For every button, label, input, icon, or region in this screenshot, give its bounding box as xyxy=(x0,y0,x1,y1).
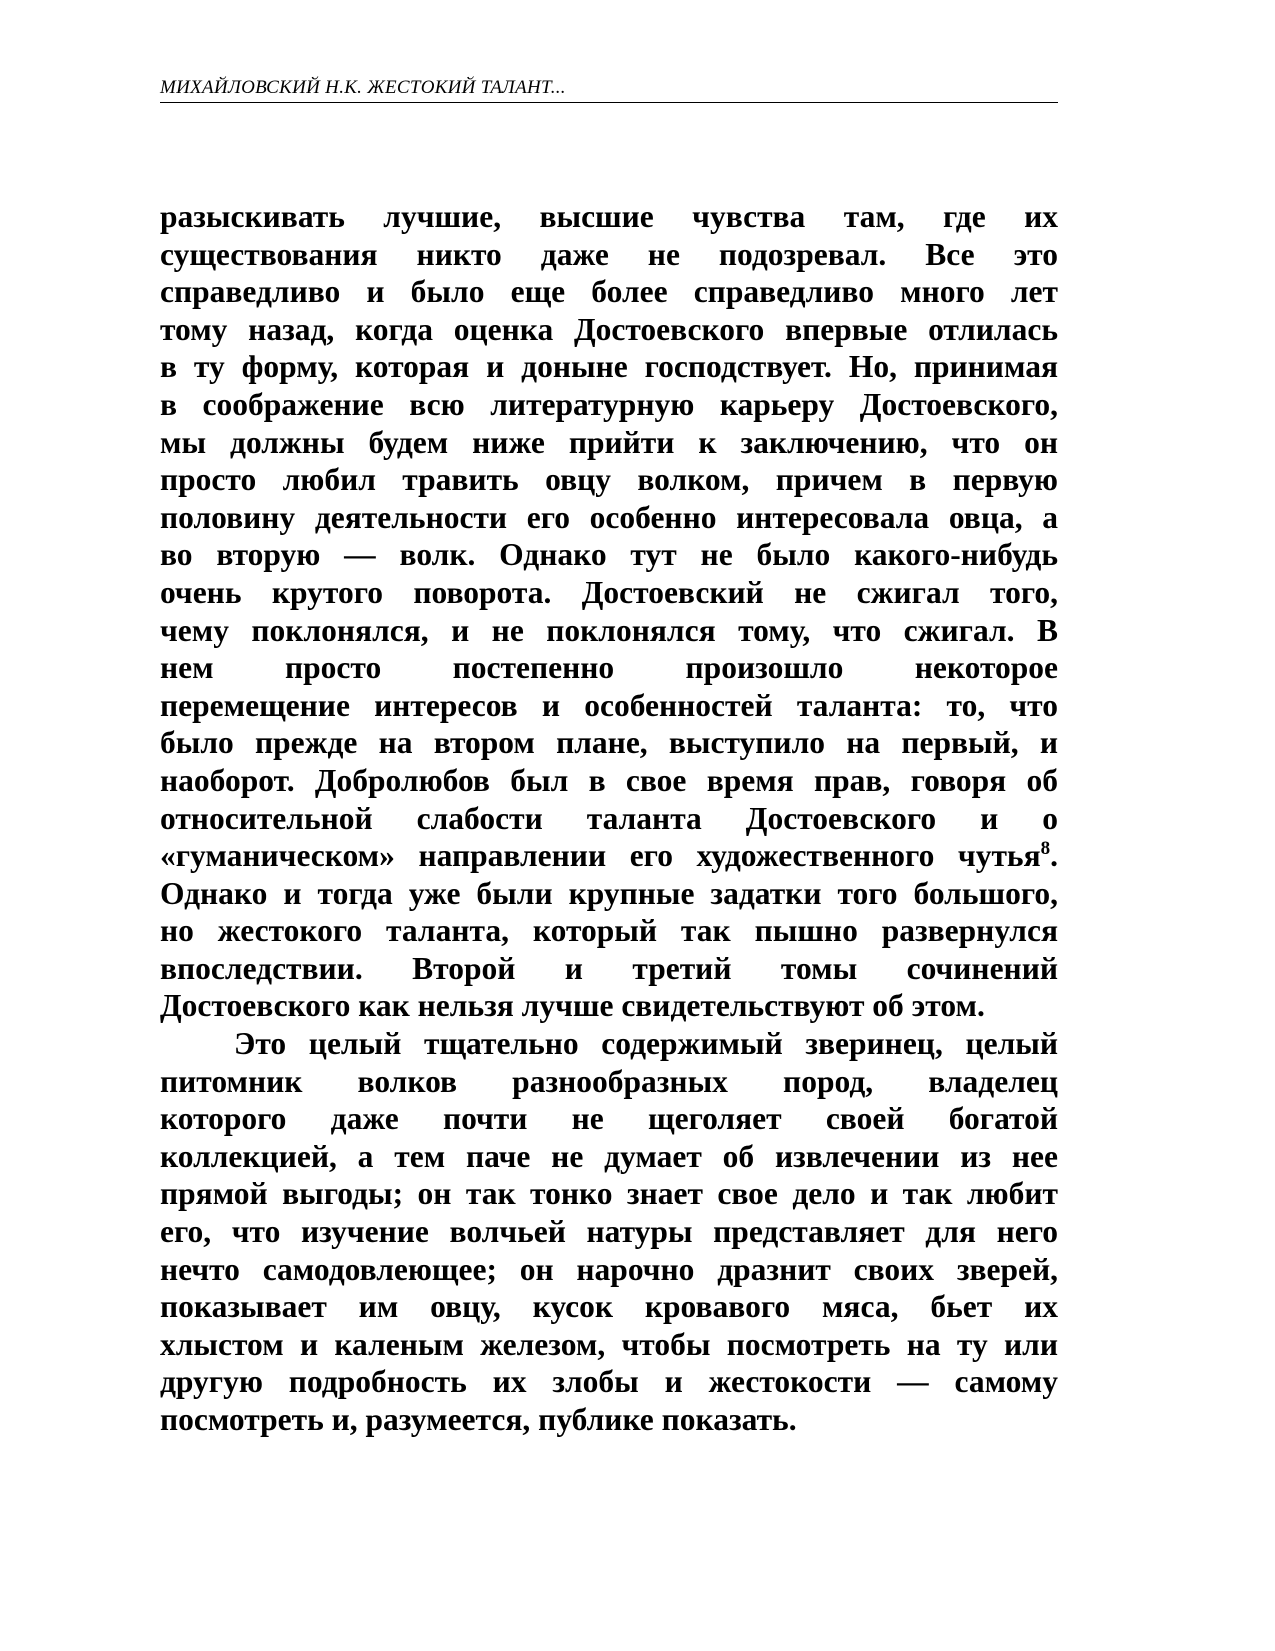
text-line: в соображение всю литературную карьеру Достоевского, xyxy=(160,386,1058,422)
text-line: разыскивать лучшие, высшие чувства там, где их xyxy=(160,199,1058,234)
text-line: мы должны будем ниже прийти к заключению, что он xyxy=(160,424,1058,460)
text-line: коллекцией, а тем паче не думает об извлечении из нее xyxy=(160,1138,1058,1174)
text-line: просто любил травить овцу волком, причем в первую xyxy=(160,462,1058,498)
text-line: наоборот. Добролюбов был в свое время прав, говоря об xyxy=(160,762,1058,798)
text-line: в ту форму, которая и доныне господствует. Но, принимая xyxy=(160,349,1058,385)
text-line-with-footnote xyxy=(160,837,1058,875)
text-line: показывает им овцу, кусок кровавого мяса, бьет их xyxy=(160,1289,1058,1325)
text-line: очень крутого поворота. Достоевский не сжигал того, xyxy=(160,574,1058,610)
text-line: но жестокого таланта, который так пышно развернулся xyxy=(160,913,1058,949)
main-text xyxy=(160,198,1058,1439)
paragraph-first-line: Это целый тщательно содержимый зверинец, целый xyxy=(234,1026,1058,1062)
footnote-line-period: . xyxy=(1050,838,1058,874)
text-line: относительной слабости таланта Достоевского и о xyxy=(160,800,1058,836)
text-line: существования никто даже не подозревал. Все это xyxy=(160,236,1058,272)
text-line: хлыстом и каленым железом, чтобы посмотреть на ту или xyxy=(160,1326,1058,1362)
footnote-marker: 8 xyxy=(1040,838,1051,860)
text-line: другую подробность их злобы и жестокости — самому xyxy=(160,1364,1058,1400)
text-line: впоследствии. Второй и третий томы сочинений xyxy=(160,950,1058,986)
text-line: нечто самодовлеющее; он нарочно дразнит своих зверей, xyxy=(160,1251,1058,1287)
text-line: перемещение интересов и особенностей таланта: то, что xyxy=(160,687,1058,723)
text-line: Однако и тогда уже были крупные задатки того большого, xyxy=(160,875,1058,911)
text-line: справедливо и было еще более справедливо много лет xyxy=(160,274,1058,310)
text-line: прямой выгоды; он так тонко знает свое дело и так любит xyxy=(160,1176,1058,1212)
text-line: чему поклонялся, и не поклонялся тому, что сжигал. В xyxy=(160,612,1058,648)
running-header xyxy=(160,78,1058,103)
text-line: Достоевского как нельзя лучше свидетельствуют об этом. xyxy=(160,988,985,1024)
text-line: питомник волков разнообразных пород, владелец xyxy=(160,1063,1058,1099)
text-line: которого даже почти не щеголяет своей богатой xyxy=(160,1101,1058,1137)
text-line: тому назад, когда оценка Достоевского впервые отлилась xyxy=(160,311,1058,347)
text-line: нем просто постепенно произошло некоторое xyxy=(160,650,1058,686)
text-line: посмотреть и, разумеется, публике показать. xyxy=(160,1402,797,1437)
text-line: его, что изучение волчьей натуры представляет для него xyxy=(160,1214,1058,1250)
running-title: МИХАЙЛОВСКИЙ Н.К. ЖЕСТОКИЙ ТАЛАНТ... xyxy=(160,77,566,98)
text-line: во вторую — волк. Однако тут не было какого-нибудь xyxy=(160,537,1058,573)
footnote-line-text: «гуманическом» направлении его художественного чутья xyxy=(160,838,1041,874)
text-line: половину деятельности его особенно интересовала овца, а xyxy=(160,499,1058,535)
text-line: было прежде на втором плане, выступило на первый, и xyxy=(160,725,1058,761)
